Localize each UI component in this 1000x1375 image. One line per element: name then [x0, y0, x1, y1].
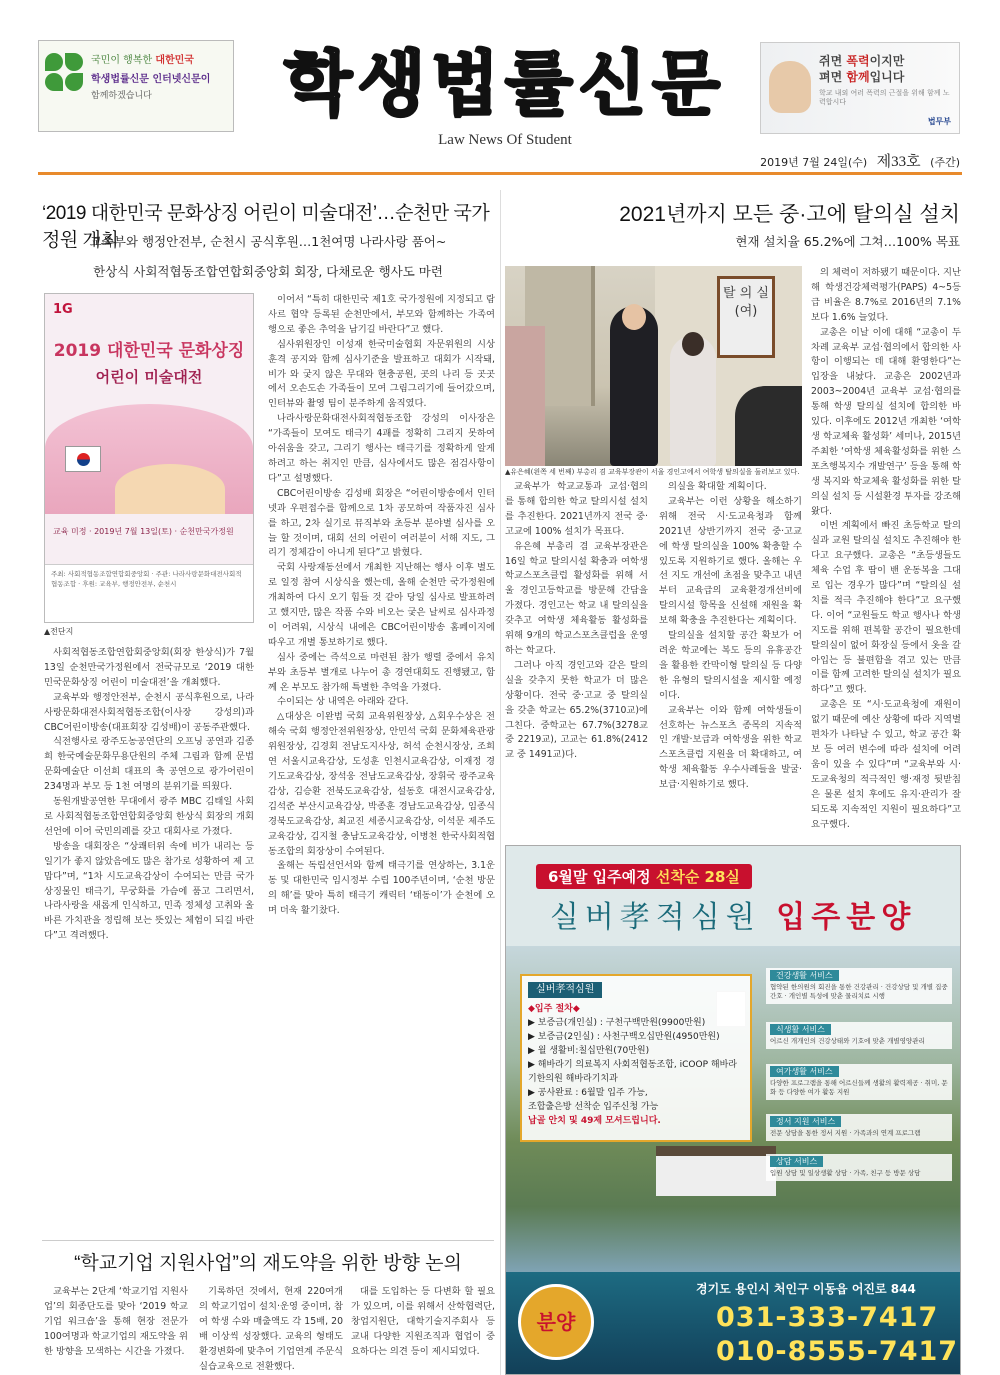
paragraph: CBC어린이방송 김성배 회장은 “어린이방송에서 인터넷과 우편접수를 함께으로 1차 공모하여 작품자진 심사를 하고, 2차 실기로 뮤직부와 초등부 분야별 심사를 오늘 할 것이며, 대회 선의 어린이 여러분이 서해 지도, 그리기 정체감이 아니게 된다”고 밝혔다. — [268, 487, 495, 559]
event-poster — [44, 293, 254, 623]
paragraph: 교육부는 2단계 ‘학교기업 지원사업’의 회종단도를 맞아 ‘2019 학교기업 워크숍’을 통해 현장 전문가 100여명과 학교기업의 재도약을 위한 방향을 모색하는 시간을 가졌다. — [44, 1286, 188, 1357]
article1-headline: ‘2019 대한민국 문화상징 어린이 미술대전’…순천만 국가정원 개최 — [42, 203, 490, 251]
article2-column-3 — [811, 266, 961, 836]
ad-panel-line: ▶ 월 생활비:칠십만원(70만원) — [528, 1046, 650, 1056]
hand-icon — [769, 61, 811, 113]
issue-date: 2019년 7월 24일(수) — [760, 156, 868, 169]
ad-footer — [506, 1272, 960, 1375]
ministry-logo: 법무부 — [927, 117, 951, 126]
ad-panel-subtitle: ◆입주 절차◆ — [528, 1004, 580, 1014]
ad-right-small: 학교 내외 여러 폭력의 근절을 위해 함께 노력합시다 — [819, 89, 950, 106]
silver-home-advertisement — [505, 845, 961, 1375]
ad-phone-2: 010-8555-7417 — [716, 1336, 959, 1367]
paragraph: 교총은 또 “시·도교육청에 재원이 없기 때문에 예산 상황에 따라 지역별 편차가 나타날 수 있고, 학교 공간 확보 등 여러 변수에 따라 설치에 어려움이 있을 수 있다”며 “교육부와 시·도교육청의 적극적인 행·재정 뒷받침은 물론 설치 후에도 유지·관리가 잘되도록 지속적인 지원이 필요하다”고 요구했다. — [811, 699, 961, 830]
paragraph: 유은혜 부총리 겸 교육부장관은 16일 학교 탈의시설 확충과 여학생 학교스포츠클럽 활성화를 위해 서울 경인고등학교를 방문해 간담을 가졌다. 경인고는 학교 내 탈의실을 갖추고 여학생 체육활동 활성화를 위해 9개의 학교스포츠클럽을 운영하는 학교다. — [505, 540, 648, 656]
paragraph: 수이되는 상 내역은 아래와 같다. — [277, 696, 409, 708]
ad-service-box: 여가생활 서비스 다양한 프로그램을 통해 어르신들께 생활의 활력제공 · 취미, 문화 등 다양한 여가 활동 지원 — [766, 1064, 952, 1100]
article1-column-2 — [268, 293, 495, 1238]
header-divider — [38, 172, 962, 175]
ad-left-line2: 학생법률신문 인터넷신문이 — [91, 74, 211, 85]
article3-column-1 — [44, 1285, 188, 1375]
poster-footer: 주최: 사회적협동조합연합회중앙회 · 주관: 나라사랑문화대전사회적협동조합 · 후원: 교육부, 행정안전부, 순천시 — [45, 564, 253, 622]
article2-photo — [505, 266, 802, 466]
paragraph: 교총은 이날 이에 대해 “교총이 두 차례 교육부 교섭·협의에서 합의한 사항이 이행되는 데 대해 환영한다”는 입장을 내놨다. 교총은 2002년과 2003~2004년 교육부 교섭·협의를 통해 학생 탈의실 설치에 합의한 바 있다. 이후에도 2012년 개최한 ‘여학생 학교체육 활성화’ 세미나, 2015년 주최한 ‘여학생 체육활성화를 위한 스포츠행복지수 개발연구’ 등을 통해 학생 복지와 학교체육 활성화를 위한 탈의실 설치 등 시설환경 투자를 강조해왔다. — [811, 326, 961, 517]
ad-service-box: 상담 서비스 입원 상담 및 일상생활 상담 · 가족, 친구 등 방문 상담 — [766, 1154, 952, 1181]
poster-caption: ▲전단지 — [44, 627, 74, 636]
paragraph: 대를 도입하는 등 다변화 할 필요가 있으며, 이를 위해서 산학협력단, 창업지원단, 대학기술지주회사 등 교내 다양한 지원조직과 협업이 중요하다는 의견 등이 제시되었다. — [351, 1286, 495, 1357]
photo-person — [610, 306, 658, 466]
ad-right-line2: 펴면 함께입니다 — [819, 70, 905, 84]
ad-panel-line: ▶ 보증금(2인실) : 사천구백오십만원(4950만원) — [528, 1032, 720, 1042]
ad-right-line1: 쥐면 폭력이지만 — [819, 54, 905, 68]
paragraph: 교육부가 학교교통과 교섭·협의를 통해 합의한 학교 탈의시설 설치를 추진한다. 2021년까지 전국 중·고교에 100% 설치가 목표다. — [505, 481, 648, 537]
ad-badge: 분양 — [518, 1284, 594, 1360]
ad-panel-line: 조합출은방 선착순 입주신청 가능 — [528, 1102, 659, 1112]
paragraph: 동원개발공연한 무대에서 광주 MBC 김태일 사회로 사회적협동조합연합회중앙회 한상식 회장의 개회 선언에 이어 국민의례를 갖고 대회사로 가졌다. — [44, 796, 254, 837]
ad-address: 경기도 용인시 처인구 이동읍 어진로 844 — [696, 1282, 916, 1296]
paragraph: 의 체력이 저하됐기 때문이다. 지난해 학생건강체력평가(PAPS) 4~5등급 비율은 8.7%로 2016년의 7.1%보다 1.6% 늘었다. — [811, 267, 961, 323]
article3-headline: “학교기업 지원사업”의 재도약을 위한 방향 논의 — [74, 1253, 462, 1274]
ad-panel-line: ▶ 공사완료 : 6월말 입주 가능, — [528, 1088, 648, 1098]
article1-column-1 — [44, 646, 254, 1238]
paragraph: 방송을 대회장은 “상쾌터위 속에 비가 내리는 등 일기가 좋지 않았음에도 많은 참가로 성황하여 제 고맙다”며, “1차 시도교육감상이 수여되는 만큼 국가상징물인 태극기, 무궁화를 가슴에 품고 그리면서, 나라사랑을 새롭게 인식하고, 민족 정체성 고취와 올바른 가치관을 정립해 보는 뜻있는 체험이 되길 바란다”고 격려했다. — [44, 840, 254, 942]
ad-service-box: 식생활 서비스 어르신 개개인의 건강상태와 기호에 맞춘 개별영양관리 — [766, 1022, 952, 1049]
ad-left-banner — [38, 40, 234, 132]
article1-subheadline-1: 교육부와 행정안전부, 순천시 공식후원…1천여명 나라사랑 품어~ — [89, 234, 447, 249]
clover-icon — [45, 53, 85, 93]
ad-service-box: 정서 지원 서비스 전문 상담을 통한 정서 지원 · 가족과의 연계 프로그램 — [766, 1114, 952, 1141]
paragraph: 식전행사로 광주도농공연단의 오프닝 공연과 김종희 한국예술문화무용단원의 주체 그림과 함께 문법문화예술단 이선희 대표의 축 공연으로 광가어린이 234명과 부모 등 1천 여명의 분위기를 띄웠다. — [44, 736, 254, 793]
ad-panel-highlight: 납골 안치 및 49제 모셔드립니다. — [528, 1116, 661, 1126]
ad-panel-line: ▶ 해바라기 의료복지 사회적협동조합, iCOOP 해바라기한의원 해바라기치과 — [528, 1060, 737, 1084]
article3-column-2 — [199, 1285, 343, 1375]
poster-title: 2019 대한민국 문화상징 — [53, 341, 245, 361]
ad-building — [656, 1146, 776, 1196]
issue-number: 제33호 — [876, 154, 921, 170]
paragraph: 나라사랑문화대전사회적협동조합 강성의 이사장은 “가족들이 모여도 태극기 4괘를 정확히 그리지 못하여 아쉬움을 갖고, 그리기 행사는 태극기를 정확하게 알게 하려고 하는 취지인 만큼, 심사에서도 많은 점검사항이다”고 설명했다. — [268, 413, 495, 484]
paragraph: 교육부는 이런 상황을 해소하기 위해 전국 시·도교육청과 함께 2021년 상반기까지 전국 중·고교에 학생 탈의실을 100% 확충할 수 있도록 지원하기로 했다. 올해는 우선 지도 개선에 초점을 맞추고 내년부터 교육급의 교육환경개선비에 탈의시설 항목을 신설해 재원을 확보해 확충을 추진한다는 계획이다. — [659, 495, 802, 627]
ad-tag: 6월말 입주예정 선착순 28실 — [536, 864, 752, 889]
ad-right-banner — [760, 42, 960, 134]
paragraph: 올해는 독립선언서와 함께 태극기를 연상하는, 3.1운동 및 대한민국 임시정부 수립 100주년이며, ‘순천 방문의 해’를 맞아 특히 태극기 캐릭터 ‘태동이’가 순천에 오며 더욱 활기찼다. — [268, 860, 495, 917]
article1-subheadline-2: 한상식 사회적협동조합연합회중앙회 회장, 다채로운 행사도 마련 — [93, 264, 443, 279]
photo-caption: ▲유은혜(왼쪽 세 번째) 부총리 겸 교육부장관이 서울 경인고에서 여학생 탈의실을 둘러보고 있다. — [505, 468, 800, 476]
poster-date: 교육 미정 · 2019년 7월 13일(토) · 순천만국가정원 — [53, 527, 234, 536]
paragraph: 이번 계획에서 빠진 초등학교 탈의실과 교원 탈의실 설치도 추진해야 한다고 요구했다. 교총은 “초등생들도 체육 수업 후 땀이 밴 운동복을 그대로 입는 경우가 많다”며 “탈의실 설치를 적극 추진해야 한다”고 요구했다. 이어 “교원들도 학교 행사나 학생 지도를 위해 편복할 공간이 필요한데 탈의실이 없어 화장실 등에서 옷을 갈아입는 등 불편함을 겪고 있는 만큼 이를 함께 고려한 탈의실 설치가 필요하다”고 했다. — [811, 520, 961, 696]
ad-phone-1: 031-333-7417 — [716, 1302, 939, 1333]
poster-title-2: 어린이 미술대전 — [95, 368, 203, 386]
ad-left-line1: 국민이 행복한 대한민국 — [91, 55, 194, 66]
photo-person — [735, 386, 802, 466]
section-divider — [42, 1240, 494, 1241]
article2-column-1 — [505, 480, 648, 835]
ad-info-panel — [520, 974, 752, 1142]
article2-column-2 — [659, 480, 802, 835]
paragraph: 교육부와 행정안전부, 순천시 공식후원으로, 나라사랑문화대전사회적협동조합(이사장 강성의)과 CBC어린이방송(대표회장 김성배)이 공동주관했다. — [44, 691, 254, 733]
paragraph: 이어서 “특히 대한민국 제1호 국가정원에 지정되고 람사르 협약 등록된 순천만에서, 부모와 함께하는 가족여행으로 좋은 추억을 남기길 바란다”고 했다. — [268, 294, 495, 335]
paragraph: 교육부는 이와 함께 여학생들이 선호하는 뉴스포츠 종목의 지속적인 개발·보급과 여학생을 위한 학교스포츠클럽 지원을 더 확대하고, 여학생 체육활동 우수사례들을 발굴·보급·지원하기로 했다. — [659, 704, 802, 791]
paragraph: 사회적협동조합연합회중앙회(회장 한상식)가 7월 13일 순천만국가정원에서 전국규모로 ‘2019 대한민국문화상징 어린이 미술대전’을 개최했다. — [44, 647, 254, 688]
ad-service-box: 건강생활 서비스 협약된 한의원의 회진을 통한 건강관리 · 건강상담 및 개별 집중 간호 · 개인별 특성에 맞춘 물리치료 시행 — [766, 968, 952, 1004]
ad-panel-line: ▶ 보증금(개인실) : 구천구백만원(9900만원) — [528, 1018, 706, 1028]
column-divider — [500, 190, 501, 1375]
photo-person — [670, 336, 716, 466]
poster-children-illustration — [115, 464, 225, 514]
article2-subheadline: 현재 설치율 65.2%에 그쳐…100% 목표 — [735, 234, 960, 249]
newspaper-subtitle: Law News Of Student — [438, 132, 572, 148]
paragraph: 그러나 아직 경인고와 같은 탈의실을 갖추지 못한 학교가 더 많은 상황이다. 전국 중·고교 중 탈의실을 갖춘 학교는 65.2%(3710교)에 그친다. 중학교는 67.7%(3278교 중 2219교), 고교는 61.8%(2412교 중 1491교)다. — [505, 659, 648, 761]
article3-column-3 — [351, 1285, 495, 1375]
ad-left-line3: 함께하겠습니다 — [91, 91, 152, 101]
paragraph: 의실을 확대할 계획이다. — [668, 481, 767, 492]
ad-panel-title: 실버孝적심원 — [528, 982, 602, 998]
poster-logo: 1G — [53, 302, 73, 317]
paragraph: △대상은 이완범 국회 교육위원장상, △회우수상은 전해숙 국회 행정안전위원장상, 안민석 국회 문화체육관광위원장상, 김경회 전남도지사상, 허석 순천시장상, 조희연 서울시교육감상, 도성훈 인천시교육감상, 이재정 경기도교육감상, 장석웅 전남도교육감상, 장휘국 광주교육감상, 김승환 전북도교육감상, 설동호 대전시교육감상, 김석준 부산시교육감상, 박종훈 경남도교육감상, 임종식 경북도교육감상, 최교진 세종시교육감상, 이석문 제주도교육감상, 김지철 충남도교육감상, 이병천 한국사회적협동조합의 회장상이 수여된다. — [268, 711, 495, 857]
issue-period: (주간) — [930, 156, 960, 169]
photo-person — [505, 326, 545, 466]
changing-room-sign: 탈 의 실 (여) — [717, 276, 775, 358]
newspaper-title: 학생법률신문 — [284, 43, 726, 125]
dateline — [760, 150, 960, 171]
paragraph: 국회 사랑재동선에서 개최한 지난해는 행사 이후 별도로 일정 참여 시상식을 했는데, 올해 순천만 국가정원에 개최하여 다시 오기 힘들 것 같아 당일 심사로 발표하려고 했지만, 많은 작품 수와 비오는 궂은 날씨로 심사과정이 어려워, 시상식 내에은 CBC어린이방송 홈페이지에 따우고 개별 통보하기로 했다. — [268, 562, 495, 648]
paragraph: 기록하던 것에서, 현재 220여개의 학교기업이 설치·운영 중이며, 참여 학생 수와 매출액도 각 15배, 20배 이상씩 성장했다. 교육의 형태도 환경변화에 맞추어 기업연계 주문식 실습교육으로 전환했다. — [199, 1286, 343, 1372]
taegukgi-flag-icon — [65, 446, 101, 472]
ad-headline: 실버孝적심원 입주분양 — [549, 900, 917, 935]
paragraph: 심사 중에는 즉석으로 마련된 참가 행렬 중에서 유치부와 초등부 별개로 나누어 총 경연대회도 진행됐고, 함께 온 부모도 참가해 특별한 추억을 가졌다. — [268, 651, 495, 693]
paragraph: 탈의실을 설치할 공간 확보가 어려운 학교에는 복도 등의 유휴공간을 활용한 칸막이형 탈의실 등 다양한 유형의 탈의시설을 제시할 예정이다. — [659, 630, 802, 701]
paragraph: 심사위원장인 이성재 한국미술협회 자문위원의 시상 훈격 공지와 함께 심사기준을 발표하고 대회가 시작돼, 비가 와 궂지 않은 무대와 현충공원, 곳의 나리 등 곳곳에서 오손도손 가족들이 모여 그림그리기에 들어갔으며, 인터뷰와 촬영 팀이 분주하게 움직였다. — [268, 338, 495, 410]
article2-headline: 2021년까지 모든 중·고에 탈의실 설치 — [619, 203, 960, 226]
